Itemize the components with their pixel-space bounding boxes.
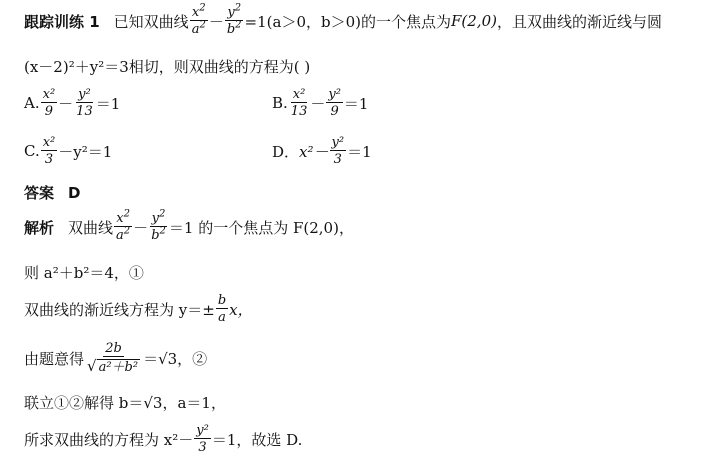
answer-line <box>24 182 80 203</box>
solution-line-5: 联立①②解得 b＝√3，a＝1， <box>24 394 226 412</box>
answer-label: 答案 <box>24 184 55 202</box>
problem-line-2 <box>24 56 310 77</box>
fraction-y2-b2: $\frac{y^2}{b^2}$ <box>226 2 242 37</box>
solution-line-6: 所求双曲线的方程为 x²－ $\frac{\text{y²}}{3}$ ＝1，故选 D. <box>24 423 303 455</box>
problem-text-3: 相切，则双曲线的方程为( ) <box>128 58 311 76</box>
fraction-x2-a2: $\frac{x^2}{a^2}$ <box>191 2 206 37</box>
problem-focus: F(2,0) <box>451 12 497 30</box>
solution-line-2: 则 a²＋b²＝4，① <box>24 264 144 282</box>
problem-label: 跟踪训练 1 <box>24 12 100 31</box>
option-d: D． x²－ $\frac{\text{y²}}{3}$ ＝1 <box>272 135 372 167</box>
solution-line-4: 由题意得 2b √ a²＋b² ＝√3，② <box>24 341 208 375</box>
problem-text-1: 已知双曲线 <box>113 12 189 31</box>
option-a: A. $\frac{\text{x²}}{9}$ － $\frac{\text{y²}}{13}$ ＝1 <box>24 87 121 119</box>
option-b: B. $\frac{\text{x²}}{13}$ － $\frac{\text{y²}}{9}$ ＝1 <box>272 87 369 119</box>
solution-label: 解析 <box>24 218 55 237</box>
solution-line-3: 双曲线的渐近线方程为 y＝± $\frac{b}{a}$ x， <box>24 293 253 325</box>
option-c: C. $\frac{\text{x²}}{3}$ －y²＝1 <box>24 135 113 167</box>
problem-text-2: ，且双曲线的渐近线与圆 <box>496 12 662 31</box>
problem-circle: (x－2)²＋y²＝3 <box>24 58 129 76</box>
problem-line-1: 跟踪训练 1 已知双曲线 $\frac{x^2}{a^2}$ － $\frac{y^2}{b^2}$ =1(a＞0，b＞0)的一个焦点为 F(2,0) ，且双曲线的渐近线与圆 <box>24 2 662 37</box>
answer-value: D <box>68 183 81 202</box>
problem-condition: =1(a＞0，b＞0)的一个焦点为 <box>244 12 451 31</box>
solution-line-1: 解析 双曲线 $\frac{x^2}{a^2}$ － $\frac{y^2}{b^2}$ ＝1 的一个焦点为 F(2,0)， <box>24 208 354 243</box>
